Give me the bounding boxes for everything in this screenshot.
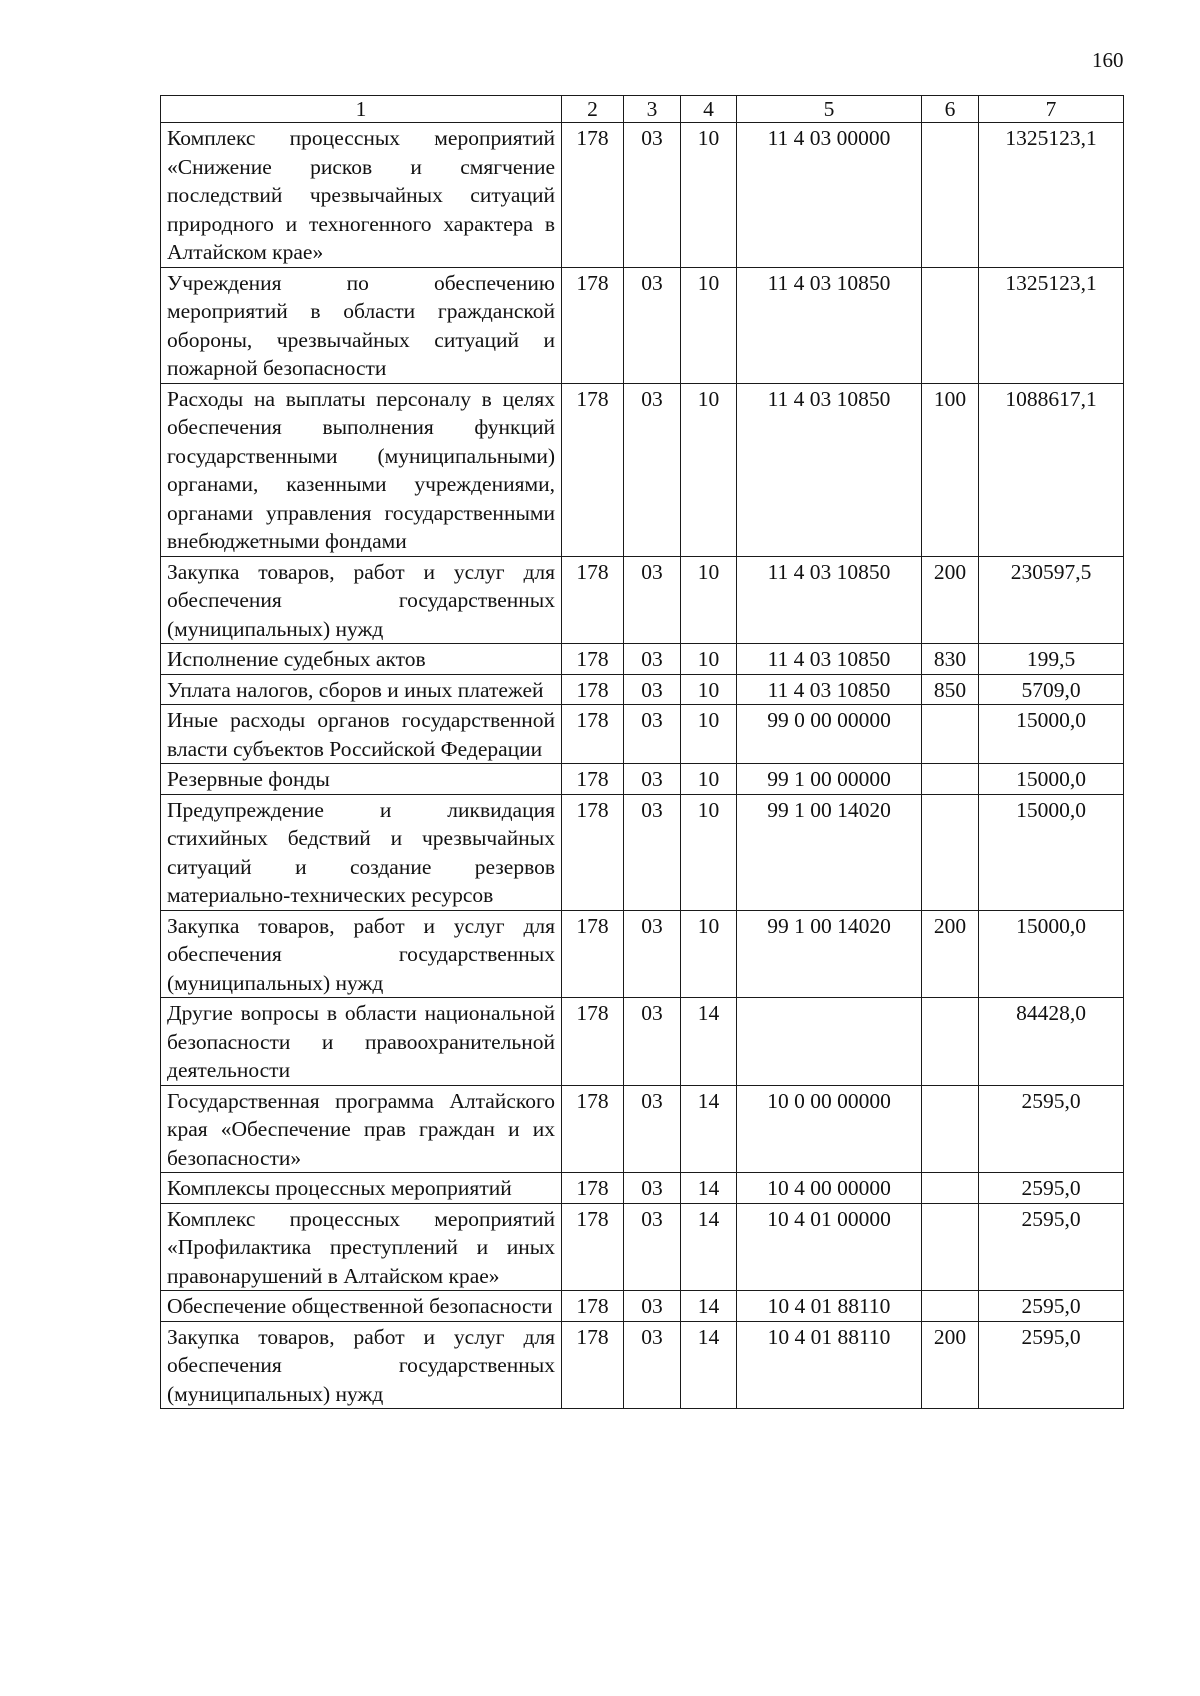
column-header-1: 1 [161, 96, 562, 123]
cell-expense-type: 200 [922, 910, 979, 998]
cell-amount: 1088617,1 [979, 383, 1124, 556]
table-row [161, 123, 1124, 268]
cell-target-article: 99 1 00 00000 [737, 764, 922, 795]
cell-description: Закупка товаров, работ и услуг для обеспечения государственных (муниципальных) нужд [161, 556, 562, 644]
cell-admin-code: 178 [562, 705, 624, 764]
table-row [161, 1291, 1124, 1322]
cell-subsection: 10 [681, 764, 737, 795]
cell-section: 03 [624, 910, 681, 998]
cell-admin-code: 178 [562, 556, 624, 644]
cell-target-article: 10 4 01 88110 [737, 1291, 922, 1322]
cell-admin-code: 178 [562, 1203, 624, 1291]
cell-target-article: 11 4 03 10850 [737, 556, 922, 644]
cell-section: 03 [624, 1321, 681, 1409]
cell-admin-code: 178 [562, 764, 624, 795]
cell-target-article: 11 4 03 10850 [737, 644, 922, 675]
cell-amount: 230597,5 [979, 556, 1124, 644]
cell-subsection: 14 [681, 1321, 737, 1409]
cell-expense-type: 200 [922, 556, 979, 644]
cell-description: Комплекс процессных мероприятий «Снижение рисков и смягчение последствий чрезвычайных ситуаций природного и техногенного характера в Алтайском крае» [161, 123, 562, 268]
cell-amount: 15000,0 [979, 764, 1124, 795]
cell-subsection: 10 [681, 123, 737, 268]
cell-expense-type: 200 [922, 1321, 979, 1409]
cell-description: Закупка товаров, работ и услуг для обеспечения государственных (муниципальных) нужд [161, 910, 562, 998]
cell-subsection: 14 [681, 1173, 737, 1204]
cell-amount: 15000,0 [979, 705, 1124, 764]
cell-target-article: 11 4 03 10850 [737, 267, 922, 383]
cell-subsection: 10 [681, 794, 737, 910]
cell-admin-code: 178 [562, 644, 624, 675]
header-row [161, 96, 1124, 123]
table-row [161, 383, 1124, 556]
cell-amount: 15000,0 [979, 910, 1124, 998]
column-header-2: 2 [562, 96, 624, 123]
cell-target-article: 11 4 03 10850 [737, 383, 922, 556]
column-header-5: 5 [737, 96, 922, 123]
cell-target-article: 99 1 00 14020 [737, 794, 922, 910]
cell-admin-code: 178 [562, 123, 624, 268]
cell-description: Другие вопросы в области национальной безопасности и правоохранительной деятельности [161, 998, 562, 1086]
column-header-7: 7 [979, 96, 1124, 123]
cell-amount: 5709,0 [979, 674, 1124, 705]
table-row [161, 556, 1124, 644]
column-header-4: 4 [681, 96, 737, 123]
cell-section: 03 [624, 1203, 681, 1291]
cell-expense-type [922, 267, 979, 383]
cell-description: Уплата налогов, сборов и иных платежей [161, 674, 562, 705]
cell-subsection: 10 [681, 910, 737, 998]
table-row [161, 1173, 1124, 1204]
cell-subsection: 14 [681, 998, 737, 1086]
table-row [161, 674, 1124, 705]
cell-target-article: 99 0 00 00000 [737, 705, 922, 764]
cell-section: 03 [624, 674, 681, 705]
column-header-3: 3 [624, 96, 681, 123]
cell-section: 03 [624, 123, 681, 268]
cell-section: 03 [624, 1173, 681, 1204]
table-row [161, 794, 1124, 910]
cell-description: Комплекс процессных мероприятий «Профилактика преступлений и иных правонарушений в Алтайском крае» [161, 1203, 562, 1291]
table-row [161, 764, 1124, 795]
cell-expense-type [922, 1085, 979, 1173]
cell-section: 03 [624, 267, 681, 383]
cell-target-article: 11 4 03 10850 [737, 674, 922, 705]
cell-amount: 2595,0 [979, 1085, 1124, 1173]
cell-section: 03 [624, 998, 681, 1086]
table-row [161, 267, 1124, 383]
cell-description: Учреждения по обеспечению мероприятий в области гражданской обороны, чрезвычайных ситуаций и пожарной безопасности [161, 267, 562, 383]
cell-section: 03 [624, 1085, 681, 1173]
cell-description: Закупка товаров, работ и услуг для обеспечения государственных (муниципальных) нужд [161, 1321, 562, 1409]
table-row [161, 1085, 1124, 1173]
cell-target-article: 10 4 01 00000 [737, 1203, 922, 1291]
cell-target-article: 10 0 00 00000 [737, 1085, 922, 1173]
cell-expense-type [922, 764, 979, 795]
cell-expense-type: 850 [922, 674, 979, 705]
budget-table [160, 95, 1124, 1409]
table-row [161, 644, 1124, 675]
cell-description: Предупреждение и ликвидация стихийных бедствий и чрезвычайных ситуаций и создание резервов материально-технических ресурсов [161, 794, 562, 910]
cell-target-article: 10 4 00 00000 [737, 1173, 922, 1204]
cell-description: Государственная программа Алтайского края «Обеспечение прав граждан и их безопасности» [161, 1085, 562, 1173]
cell-target-article [737, 998, 922, 1086]
cell-subsection: 10 [681, 556, 737, 644]
table-row [161, 1321, 1124, 1409]
cell-amount: 2595,0 [979, 1173, 1124, 1204]
cell-description: Резервные фонды [161, 764, 562, 795]
cell-section: 03 [624, 705, 681, 764]
cell-target-article: 11 4 03 00000 [737, 123, 922, 268]
table-row [161, 705, 1124, 764]
cell-subsection: 10 [681, 644, 737, 675]
cell-subsection: 10 [681, 383, 737, 556]
cell-admin-code: 178 [562, 1321, 624, 1409]
cell-amount: 84428,0 [979, 998, 1124, 1086]
cell-amount: 2595,0 [979, 1291, 1124, 1322]
cell-expense-type [922, 705, 979, 764]
cell-subsection: 14 [681, 1291, 737, 1322]
cell-expense-type [922, 1203, 979, 1291]
cell-section: 03 [624, 764, 681, 795]
cell-amount: 2595,0 [979, 1203, 1124, 1291]
cell-amount: 15000,0 [979, 794, 1124, 910]
cell-amount: 2595,0 [979, 1321, 1124, 1409]
cell-subsection: 10 [681, 674, 737, 705]
table-row [161, 998, 1124, 1086]
page-number: 160 [1092, 48, 1124, 72]
cell-expense-type [922, 794, 979, 910]
cell-section: 03 [624, 556, 681, 644]
cell-description: Расходы на выплаты персоналу в целях обеспечения выполнения функций государственными (муниципальными) органами, казенными учреждениями, органами управления государственными внебюджетными фондами [161, 383, 562, 556]
cell-admin-code: 178 [562, 267, 624, 383]
cell-section: 03 [624, 794, 681, 910]
cell-subsection: 10 [681, 267, 737, 383]
cell-target-article: 99 1 00 14020 [737, 910, 922, 998]
cell-admin-code: 178 [562, 674, 624, 705]
cell-admin-code: 178 [562, 1085, 624, 1173]
cell-admin-code: 178 [562, 910, 624, 998]
cell-description: Комплексы процессных мероприятий [161, 1173, 562, 1204]
column-header-6: 6 [922, 96, 979, 123]
table-body [161, 123, 1124, 1409]
cell-section: 03 [624, 1291, 681, 1322]
cell-admin-code: 178 [562, 1173, 624, 1204]
cell-section: 03 [624, 644, 681, 675]
cell-expense-type [922, 1291, 979, 1322]
cell-expense-type [922, 998, 979, 1086]
cell-section: 03 [624, 383, 681, 556]
cell-admin-code: 178 [562, 794, 624, 910]
cell-amount: 1325123,1 [979, 267, 1124, 383]
cell-description: Исполнение судебных актов [161, 644, 562, 675]
cell-description: Обеспечение общественной безопасности [161, 1291, 562, 1322]
cell-expense-type [922, 1173, 979, 1204]
cell-amount: 199,5 [979, 644, 1124, 675]
cell-expense-type: 830 [922, 644, 979, 675]
cell-subsection: 14 [681, 1085, 737, 1173]
cell-admin-code: 178 [562, 998, 624, 1086]
cell-subsection: 14 [681, 1203, 737, 1291]
cell-amount: 1325123,1 [979, 123, 1124, 268]
table-row [161, 910, 1124, 998]
cell-description: Иные расходы органов государственной власти субъектов Российской Федерации [161, 705, 562, 764]
table-row [161, 1203, 1124, 1291]
cell-subsection: 10 [681, 705, 737, 764]
cell-target-article: 10 4 01 88110 [737, 1321, 922, 1409]
cell-admin-code: 178 [562, 1291, 624, 1322]
cell-admin-code: 178 [562, 383, 624, 556]
cell-expense-type [922, 123, 979, 268]
cell-expense-type: 100 [922, 383, 979, 556]
